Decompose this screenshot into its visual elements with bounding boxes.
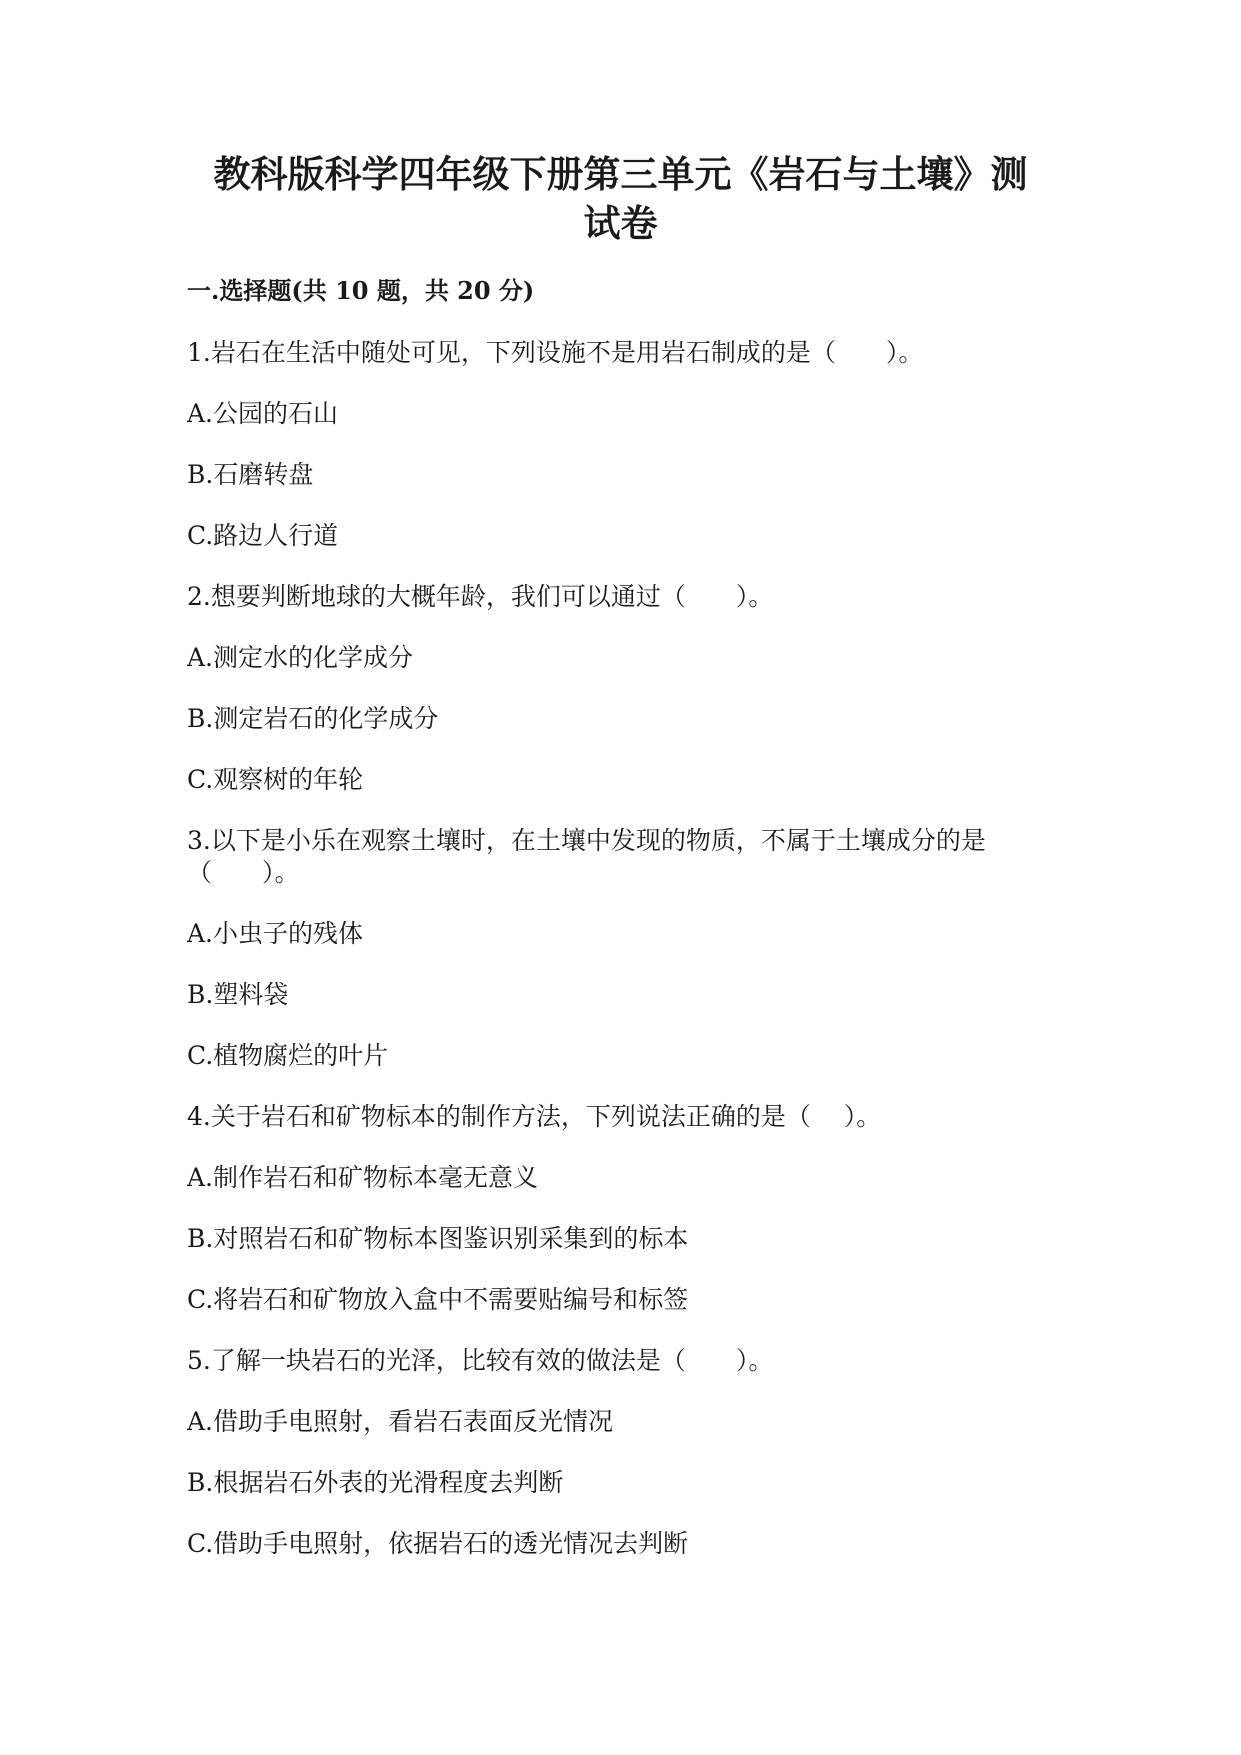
section-heading: 一.选择题(共 10 题，共 20 分) bbox=[187, 276, 535, 305]
option-c: C.将岩石和矿物放入盒中不需要贴编号和标签 bbox=[187, 1285, 689, 1314]
question-stem bbox=[187, 825, 1187, 889]
option-b: B.根据岩石外表的光滑程度去判断 bbox=[187, 1468, 564, 1497]
option-a: A.小虫子的残体 bbox=[187, 919, 364, 948]
question-stem-line: 5.了解一块岩石的光泽，比较有效的做法是（ ）。 bbox=[187, 1346, 774, 1375]
option-c: C.路边人行道 bbox=[187, 521, 339, 550]
question-5 bbox=[187, 1345, 1187, 1560]
option-b: B.塑料袋 bbox=[187, 980, 289, 1009]
question-1 bbox=[187, 337, 1187, 552]
option-c: C.观察树的年轮 bbox=[187, 765, 364, 794]
question-stem bbox=[187, 337, 1187, 369]
title-line: 试卷 bbox=[583, 201, 658, 245]
question-stem bbox=[187, 1345, 1187, 1377]
option-c: C.植物腐烂的叶片 bbox=[187, 1041, 389, 1070]
option-a: A.制作岩石和矿物标本毫无意义 bbox=[187, 1163, 539, 1192]
question-3 bbox=[187, 825, 1187, 1072]
option-a: A.公园的石山 bbox=[187, 399, 339, 428]
question-4 bbox=[187, 1101, 1187, 1316]
question-2 bbox=[187, 581, 1187, 796]
document-title bbox=[0, 150, 1241, 248]
question-stem-line: （ ）。 bbox=[187, 858, 300, 887]
option-c: C.借助手电照射，依据岩石的透光情况去判断 bbox=[187, 1529, 689, 1558]
question-list bbox=[187, 337, 1187, 1589]
option-b: B.对照岩石和矿物标本图鉴识别采集到的标本 bbox=[187, 1224, 689, 1253]
question-stem-line: 3.以下是小乐在观察土壤时，在土壤中发现的物质，不属于土壤成分的是 bbox=[187, 826, 986, 855]
question-stem-line: 4.关于岩石和矿物标本的制作方法，下列说法正确的是（ ）。 bbox=[187, 1102, 882, 1131]
question-stem-line: 2.想要判断地球的大概年龄，我们可以通过（ ）。 bbox=[187, 582, 774, 611]
option-b: B.石磨转盘 bbox=[187, 460, 314, 489]
question-stem bbox=[187, 581, 1187, 613]
question-stem-line: 1.岩石在生活中随处可见，下列设施不是用岩石制成的是（ ）。 bbox=[187, 338, 924, 367]
question-stem bbox=[187, 1101, 1187, 1133]
option-a: A.借助手电照射，看岩石表面反光情况 bbox=[187, 1407, 614, 1436]
option-a: A.测定水的化学成分 bbox=[187, 643, 414, 672]
title-line: 教科版科学四年级下册第三单元《岩石与土壤》测 bbox=[213, 152, 1028, 196]
option-b: B.测定岩石的化学成分 bbox=[187, 704, 439, 733]
